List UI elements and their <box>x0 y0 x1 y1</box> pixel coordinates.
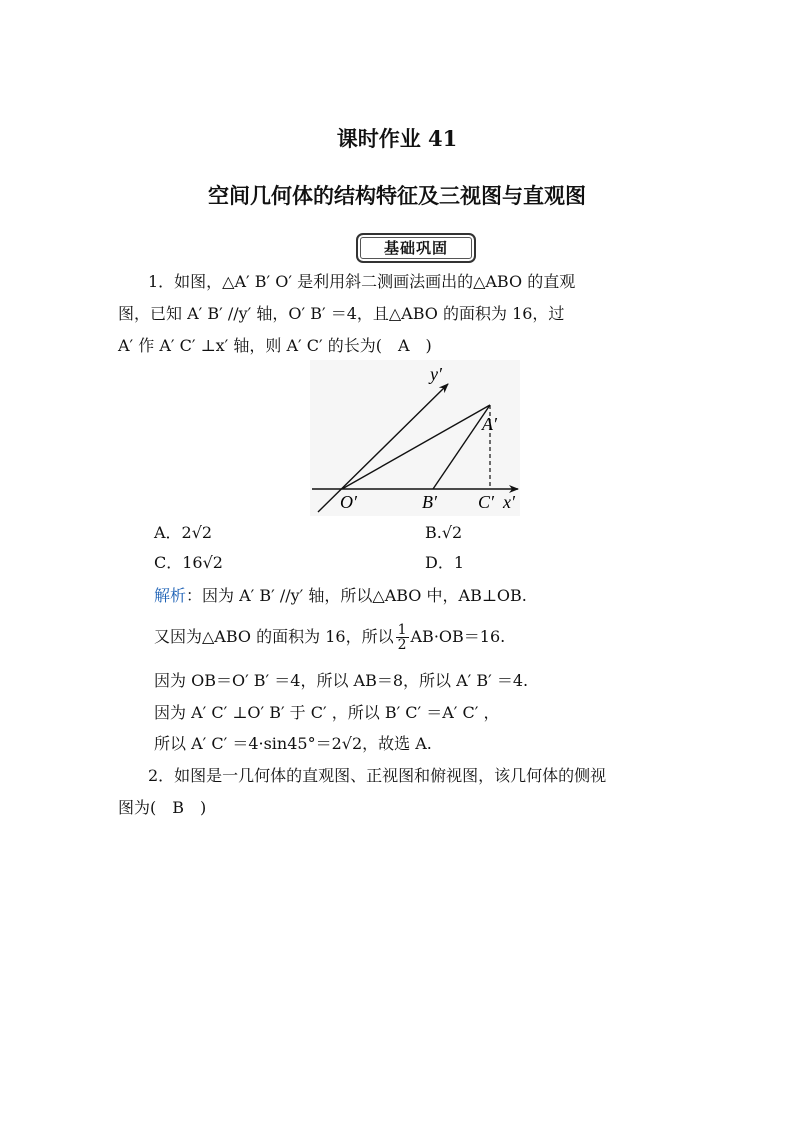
solution-line-4: 因为 A′ C′ ⊥O′ B′ 于 C′ ，所以 B′ C′ ＝A′ C′ ， <box>154 703 500 722</box>
q1-stem-line-3: A′ 作 A′ C′ ⊥x′ 轴，则 A′ C′ 的长为( A ) <box>118 336 432 355</box>
label-c: C′ <box>478 492 494 512</box>
q1-stem-line-2: 图，已知 A′ B′ //y′ 轴，O′ B′ ＝4，且△ABO 的面积为 16，过 <box>118 304 565 323</box>
label-b: B′ <box>422 492 437 512</box>
q1-figure <box>310 360 524 516</box>
label-y: y′ <box>430 364 442 384</box>
section-badge: 基础巩固 <box>356 233 476 263</box>
option-c: C．16√2 <box>154 553 223 572</box>
q2-stem-line-2: 图为( B ) <box>118 798 207 817</box>
solution-line-2-pre: 又因为△ABO 的面积为 16，所以 <box>154 627 394 646</box>
label-a: A′ <box>482 414 497 434</box>
solution-tag: 解析 <box>154 586 187 605</box>
q1-stem-line-1: 1．如图，△A′ B′ O′ 是利用斜二测画法画出的△ABO 的直观 <box>148 272 576 291</box>
fraction-denominator: 2 <box>397 637 407 653</box>
solution-line-2 <box>154 619 505 655</box>
solution-line-2-post: AB·OB＝16. <box>410 627 506 646</box>
fraction-one-half <box>396 623 409 652</box>
fraction-numerator: 1 <box>397 622 407 638</box>
solution-line-1-text: ：因为 A′ B′ //y′ 轴，所以△ABO 中，AB⊥OB. <box>186 586 527 605</box>
option-b: B.√2 <box>425 523 463 542</box>
q2-stem-line-1: 2．如图是一几何体的直观图、正视图和俯视图，该几何体的侧视 <box>148 766 607 785</box>
page-title: 课时作业 41 <box>336 126 458 151</box>
page-subtitle: 空间几何体的结构特征及三视图与直观图 <box>208 183 586 208</box>
option-a: A．2√2 <box>154 523 213 542</box>
solution-line-3: 因为 OB＝O′ B′ ＝4，所以 AB＝8，所以 A′ B′ ＝4. <box>154 671 529 690</box>
label-x: x′ <box>503 492 515 512</box>
solution-line-5: 所以 A′ C′ ＝4·sin45°＝2√2，故选 A. <box>154 734 432 753</box>
label-o: O′ <box>340 492 357 512</box>
solution-line-1 <box>154 586 527 606</box>
option-d: D．1 <box>425 553 465 572</box>
